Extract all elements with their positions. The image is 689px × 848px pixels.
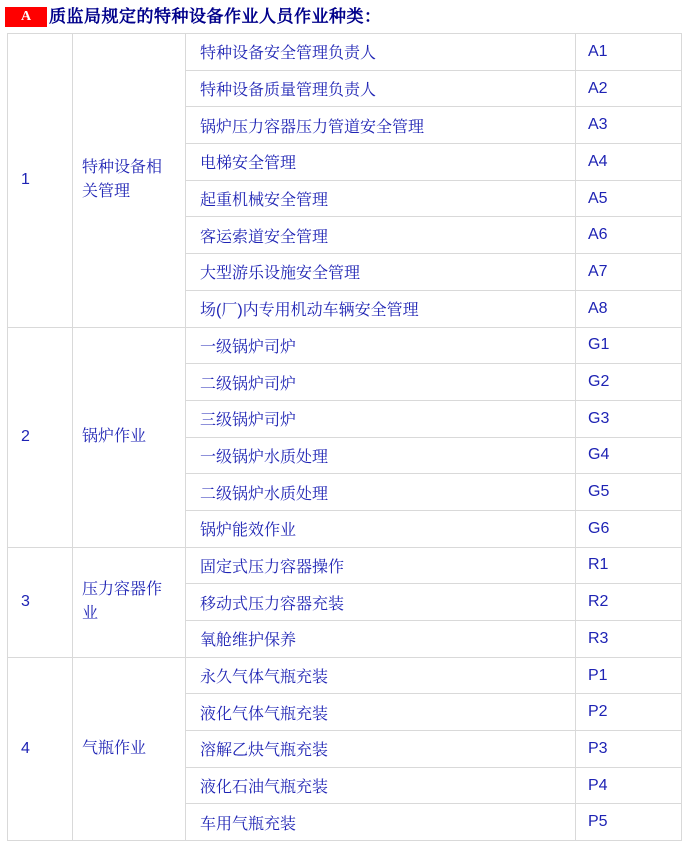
item-code-cell: P5 xyxy=(576,804,682,841)
item-code-cell: P3 xyxy=(576,731,682,768)
item-name-cell: 永久气体气瓶充装 xyxy=(186,657,576,694)
group-number-cell: 4 xyxy=(8,657,73,840)
item-code-cell: P2 xyxy=(576,694,682,731)
item-name-cell: 车用气瓶充装 xyxy=(186,804,576,841)
table-row xyxy=(8,327,682,364)
group-number-cell: 3 xyxy=(8,547,73,657)
item-name-cell: 二级锅炉司炉 xyxy=(186,364,576,401)
item-name-cell: 场(厂)内专用机动车辆安全管理 xyxy=(186,290,576,327)
item-code-cell: G2 xyxy=(576,364,682,401)
item-name-cell: 锅炉能效作业 xyxy=(186,510,576,547)
group-category-cell: 锅炉作业 xyxy=(73,327,186,547)
item-name-cell: 溶解乙炔气瓶充装 xyxy=(186,731,576,768)
group-category-cell: 压力容器作业 xyxy=(73,547,186,657)
item-name-cell: 锅炉压力容器压力管道安全管理 xyxy=(186,107,576,144)
item-code-cell: G4 xyxy=(576,437,682,474)
item-code-cell: A7 xyxy=(576,254,682,291)
item-code-cell: A6 xyxy=(576,217,682,254)
item-name-cell: 大型游乐设施安全管理 xyxy=(186,254,576,291)
item-code-cell: A2 xyxy=(576,70,682,107)
item-name-cell: 液化石油气瓶充装 xyxy=(186,767,576,804)
item-code-cell: A4 xyxy=(576,144,682,181)
categories-table-body xyxy=(8,34,682,841)
item-code-cell: P1 xyxy=(576,657,682,694)
section-badge: A xyxy=(5,7,47,27)
item-code-cell: R1 xyxy=(576,547,682,584)
item-name-cell: 三级锅炉司炉 xyxy=(186,400,576,437)
item-name-cell: 一级锅炉水质处理 xyxy=(186,437,576,474)
item-name-cell: 起重机械安全管理 xyxy=(186,180,576,217)
item-code-cell: G6 xyxy=(576,510,682,547)
group-category-cell: 气瓶作业 xyxy=(73,657,186,840)
item-code-cell: G3 xyxy=(576,400,682,437)
item-code-cell: A3 xyxy=(576,107,682,144)
item-name-cell: 特种设备安全管理负责人 xyxy=(186,34,576,71)
group-number-cell: 1 xyxy=(8,34,73,328)
item-name-cell: 一级锅炉司炉 xyxy=(186,327,576,364)
item-name-cell: 二级锅炉水质处理 xyxy=(186,474,576,511)
item-name-cell: 氧舱维护保养 xyxy=(186,621,576,658)
table-row xyxy=(8,657,682,694)
group-number-cell: 2 xyxy=(8,327,73,547)
item-code-cell: R2 xyxy=(576,584,682,621)
categories-table xyxy=(7,33,682,841)
item-code-cell: R3 xyxy=(576,621,682,658)
page-header xyxy=(5,7,689,27)
item-code-cell: G5 xyxy=(576,474,682,511)
table-row xyxy=(8,547,682,584)
item-name-cell: 特种设备质量管理负责人 xyxy=(186,70,576,107)
item-name-cell: 移动式压力容器充装 xyxy=(186,584,576,621)
item-code-cell: G1 xyxy=(576,327,682,364)
page-title: 质监局规定的特种设备作业人员作业种类： xyxy=(49,7,382,26)
item-code-cell: A8 xyxy=(576,290,682,327)
item-name-cell: 客运索道安全管理 xyxy=(186,217,576,254)
table-row xyxy=(8,34,682,71)
item-code-cell: A1 xyxy=(576,34,682,71)
item-name-cell: 固定式压力容器操作 xyxy=(186,547,576,584)
item-name-cell: 液化气体气瓶充装 xyxy=(186,694,576,731)
item-code-cell: A5 xyxy=(576,180,682,217)
group-category-cell: 特种设备相关管理 xyxy=(73,34,186,328)
item-code-cell: P4 xyxy=(576,767,682,804)
item-name-cell: 电梯安全管理 xyxy=(186,144,576,181)
